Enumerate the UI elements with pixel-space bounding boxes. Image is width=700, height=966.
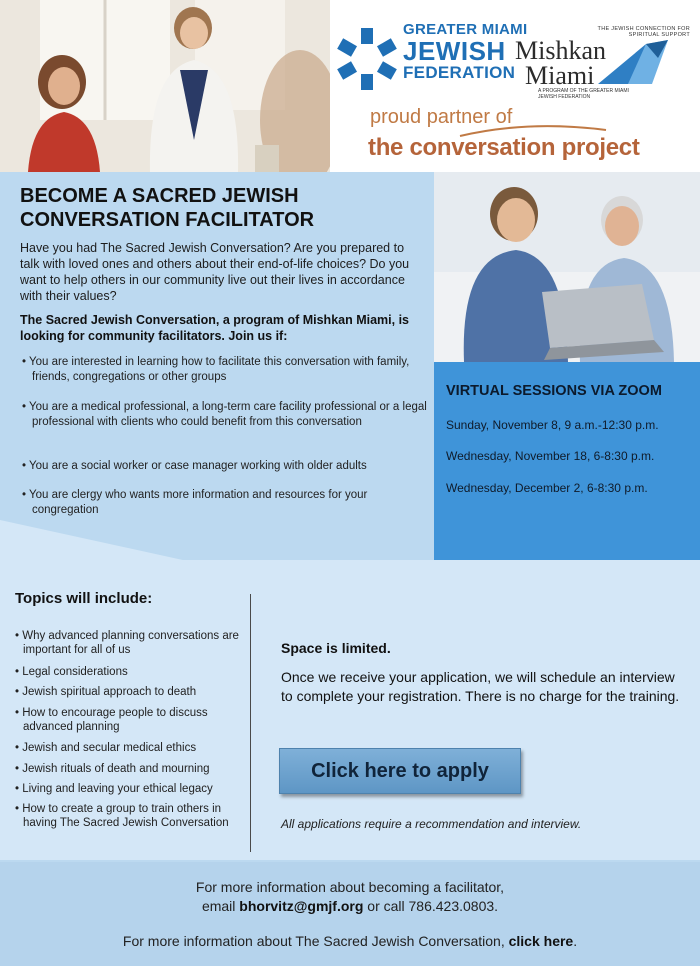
federation-logo-text (403, 22, 527, 82)
session-item: Wednesday, December 2, 6-8:30 p.m. (446, 481, 648, 495)
footer-more-info (0, 933, 700, 949)
mishkan-name-2: Miami (525, 61, 595, 90)
topic-item: • How to encourage people to discuss advanced planning (15, 707, 208, 733)
click-here-link[interactable]: click here (508, 933, 574, 949)
mishkan-tagline: THE JEWISH CONNECTION FOR SPIRITUAL SUPPORT (597, 26, 690, 38)
topic-item: • How to create a group to train others in having The Sacred Jewish Conversation (15, 803, 229, 829)
group-photo-illustration (0, 0, 330, 172)
footer-phone: or call 786.423.0803. (363, 898, 499, 914)
footer-contact (0, 878, 700, 916)
criteria-bullet: • You are clergy who wants more information and resources for your congregation (22, 489, 368, 516)
federation-line2: JEWISH (403, 36, 506, 66)
apply-button[interactable] (279, 748, 521, 794)
topic-item: • Living and leaving your ethical legacy (15, 783, 213, 795)
apply-button-label: Click here to apply (311, 759, 489, 782)
partner-line: proud partner of (370, 106, 513, 128)
application-description: Once we receive your application, we will schedule an interview to complete your registration. There is no charge for the training. (281, 669, 680, 704)
footer-line3-prefix: For more information about The Sacred Jewish Conversation, (122, 933, 509, 949)
header-photo-group-discussion (0, 0, 330, 172)
sessions-title: VIRTUAL SESSIONS VIA ZOOM (446, 383, 662, 399)
footer-line2 (0, 897, 700, 916)
criteria-bullet: • You are a social worker or case manager working with older adults (22, 460, 367, 472)
mishkan-footnote: A PROGRAM OF THE GREATER MIAMI JEWISH FEDERATION (538, 88, 629, 100)
requirements-note: All applications require a recommendation and interview. (281, 817, 582, 831)
criteria-bullet: • You are a medical professional, a long-term care facility professional or a legal professional with clients who could benefit from this conversation (22, 401, 427, 428)
mishkan-tent-icon (598, 38, 670, 86)
page-title-line2: CONVERSATION FACILITATOR (20, 209, 315, 231)
intro-paragraph: Have you had The Sacred Jewish Conversation? Are you prepared to talk with loved ones and others about their end-of-life choices? Do you want to help others in our community live out their lives in accordance with their values? (20, 241, 410, 303)
criteria-bullet: • You are interested in learning how to facilitate this conversation with family, friends, congregations or other groups (22, 356, 410, 383)
session-item: Wednesday, November 18, 6-8:30 p.m. (446, 449, 655, 463)
space-limited-heading: Space is limited. (281, 640, 391, 656)
topic-item: • Why advanced planning conversations are important for all of us (15, 630, 239, 656)
mishkan-logo-text (515, 38, 606, 88)
column-divider (250, 594, 251, 852)
session-item: Sunday, November 8, 9 a.m.-12:30 p.m. (446, 418, 659, 432)
topic-item: • Jewish spiritual approach to death (15, 686, 197, 698)
project-line: the conversation project (368, 134, 640, 161)
lead-paragraph: The Sacred Jewish Conversation, a program of Mishkan Miami, is looking for community facilitators. Join us if: (20, 313, 409, 343)
mishkan-name-1: Mishkan (515, 36, 606, 65)
footer-line1: For more information about becoming a facilitator, (195, 879, 505, 895)
topics-title: Topics will include: (15, 590, 153, 607)
men-laptop-illustration (434, 172, 700, 362)
footer-line3-suffix: . (573, 933, 578, 949)
page-title (20, 184, 314, 232)
footer-email-prefix: email (201, 898, 240, 914)
page-title-line1: BECOME A SACRED JEWISH (20, 185, 299, 207)
photo-two-men-laptop (434, 172, 700, 362)
logo-area (330, 0, 700, 172)
federation-star-icon (334, 26, 400, 92)
topic-item: • Jewish and secular medical ethics (15, 742, 197, 754)
federation-line1: GREATER MIAMI (403, 21, 528, 38)
email-link[interactable]: bhorvitz@gmjf.org (239, 898, 364, 914)
topic-item: • Legal considerations (15, 666, 128, 678)
federation-line3: FEDERATION (403, 63, 516, 82)
topic-item: • Jewish rituals of death and mourning (15, 763, 210, 775)
